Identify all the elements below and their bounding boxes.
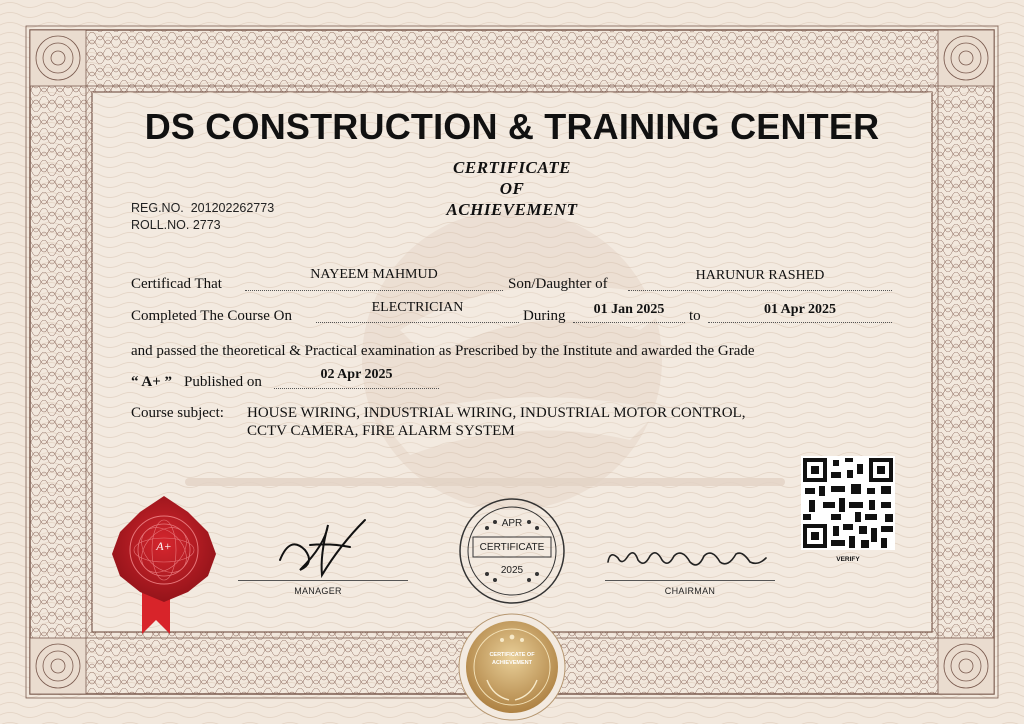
during-label: During bbox=[523, 308, 566, 324]
end-dotted-line bbox=[708, 322, 892, 323]
course-name: ELECTRICIAN bbox=[371, 300, 464, 315]
chairman-signature-line bbox=[605, 580, 775, 581]
manager-signature-line bbox=[238, 580, 408, 581]
subject-label: Course subject: bbox=[131, 405, 224, 421]
medal-text-line1: CERTIFICATE OF bbox=[489, 652, 535, 658]
parent-dotted-line bbox=[628, 290, 892, 291]
roll-no: ROLL.NO. 2773 bbox=[131, 218, 221, 232]
grade: “ A+ ” bbox=[131, 374, 173, 390]
parent-name: HARUNUR RASHED bbox=[695, 268, 825, 283]
start-date: 01 Jan 2025 bbox=[593, 302, 665, 317]
relation-label: Son/Daughter of bbox=[508, 276, 608, 292]
registration-block bbox=[131, 200, 274, 234]
certificate-heading-line1: CERTIFICATE bbox=[453, 158, 571, 177]
start-dotted-line bbox=[573, 322, 685, 323]
published-dotted-line bbox=[274, 388, 439, 389]
reg-no: REG.NO. 201202262773 bbox=[131, 201, 275, 215]
student-name: NAYEEM MAHMUD bbox=[310, 267, 438, 282]
institute-title: DS CONSTRUCTION & TRAINING CENTER bbox=[144, 106, 880, 147]
manager-signature bbox=[270, 515, 380, 585]
subject-line1: HOUSE WIRING, INDUSTRIAL WIRING, INDUSTRIAL MOTOR CONTROL, bbox=[247, 405, 746, 421]
qr-code[interactable] bbox=[801, 456, 895, 550]
certificate-heading-line2: OF bbox=[499, 179, 525, 198]
course-dotted-line bbox=[316, 322, 519, 323]
medal-text-line2: ACHIEVEMENT bbox=[491, 660, 533, 666]
seal-grade: A+ bbox=[156, 539, 172, 553]
manager-label: MANAGER bbox=[294, 586, 342, 596]
certificate-heading-line3: ACHIEVEMENT bbox=[446, 200, 578, 219]
exam-sentence: and passed the theoretical & Practical examination as Prescribed by the Institute and awarded the Grade bbox=[131, 343, 755, 359]
end-date: 01 Apr 2025 bbox=[763, 302, 837, 317]
subject-line2: CCTV CAMERA, FIRE ALARM SYSTEM bbox=[247, 423, 515, 439]
gold-medal bbox=[457, 612, 567, 722]
completed-label: Completed The Course On bbox=[131, 308, 292, 324]
verify-label: VERIFY bbox=[836, 556, 860, 563]
chairman-label: CHAIRMAN bbox=[664, 586, 716, 596]
red-seal bbox=[104, 492, 224, 642]
published-label: Published on bbox=[184, 374, 262, 390]
stamp-bottom: 2025 bbox=[500, 565, 524, 576]
name-dotted-line bbox=[245, 290, 503, 291]
published-date: 02 Apr 2025 bbox=[320, 367, 393, 382]
stamp-top: APR bbox=[501, 518, 523, 529]
certified-label: Certificad That bbox=[131, 276, 222, 292]
stamp-middle: CERTIFICATE bbox=[479, 542, 545, 553]
to-label: to bbox=[689, 308, 701, 324]
chairman-signature bbox=[600, 540, 780, 580]
